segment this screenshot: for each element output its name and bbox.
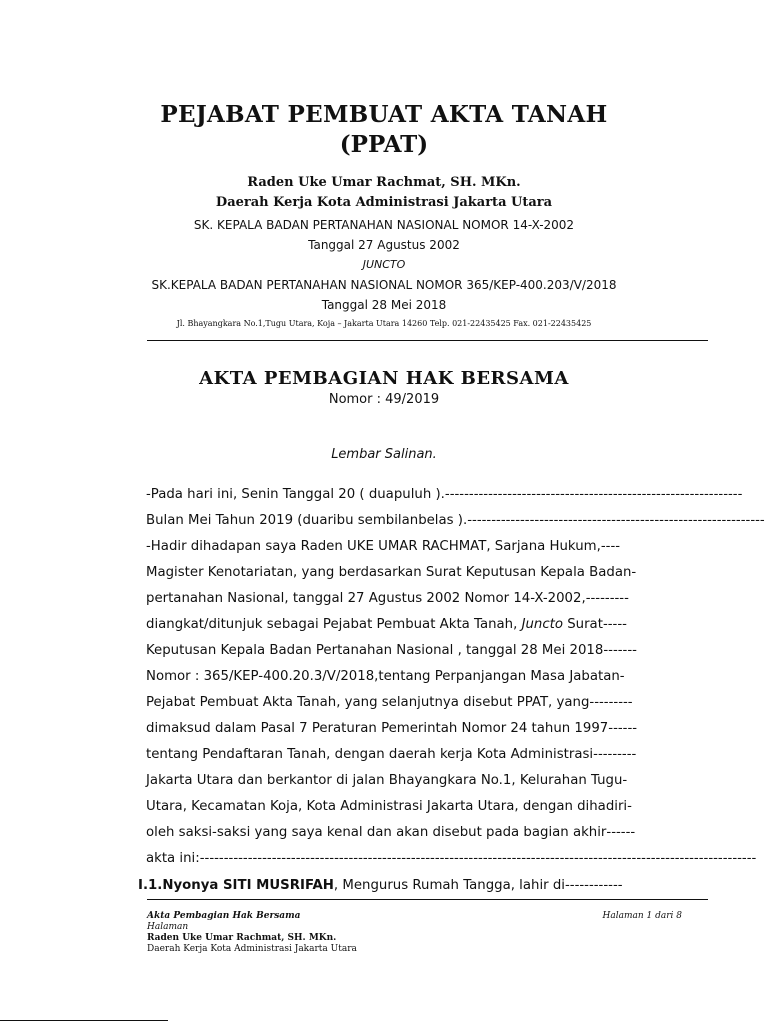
body-line — [146, 589, 716, 615]
body-line — [146, 641, 716, 667]
body-line-text: tentang Pendaftaran Tanah, dengan daerah kerja Kota Administrasi — [146, 747, 594, 762]
body-line-dash-fill: ------- — [603, 643, 637, 658]
body-line — [146, 693, 716, 719]
body-line-dash-fill: ------ — [608, 721, 638, 736]
party-name: Nyonya SITI MUSRIFAH — [162, 878, 334, 893]
footer-row — [147, 911, 708, 922]
body-line-dash-fill — [636, 563, 716, 589]
body-line — [146, 537, 716, 563]
body-line — [146, 797, 716, 823]
corner-rule — [0, 1020, 168, 1021]
body-line-dash-fill — [632, 797, 716, 823]
body-line — [146, 563, 716, 589]
body-line-dash-fill: --------- — [585, 591, 629, 606]
body-line-dash-fill: ---- — [600, 539, 621, 554]
body-line-text: Utara, Kecamatan Koja, Kota Administrasi Jakarta Utara, dengan dihadiri- — [146, 799, 632, 814]
body-line — [146, 511, 765, 537]
office-address: Jl. Bhayangkara No.1,Tugu Utara, Koja – Jakarta Utara 14260 Telp. 021-22435425 Fax. 021-22435425 — [176, 319, 592, 328]
decree-1-date: Tanggal 27 Agustus 2002 — [308, 238, 460, 252]
body-line — [146, 719, 716, 745]
body-line — [146, 823, 716, 849]
footer-halaman: Halaman — [147, 922, 189, 932]
body-line-text: Jakarta Utara dan berkantor di jalan Bhayangkara No.1, Kelurahan Tugu- — [146, 773, 628, 788]
body-line-text: -Hadir dihadapan saya Raden UKE UMAR RACHMAT, Sarjana Hukum, — [146, 539, 601, 554]
juncto-label: JUNCTO — [362, 258, 406, 271]
letterhead-title: PEJABAT PEMBUAT AKTA TANAH — [160, 101, 608, 128]
body-line-text: Magister Kenotariatan, yang berdasarkan Surat Keputusan Kepala Badan- — [146, 565, 637, 580]
footer-page-number: Halaman 1 dari 8 — [602, 911, 682, 921]
decree-2: SK.KEPALA BADAN PERTANAHAN NASIONAL NOMOR 365/KEP-400.203/V/2018 — [151, 278, 617, 292]
letterhead — [0, 100, 768, 331]
party-description: , Mengurus Rumah Tangga, lahir di — [333, 878, 565, 893]
body-line-dash-fill: -------------------------------------------------------------------------------------------------------------------- — [199, 851, 757, 866]
decree-2-date: Tanggal 28 Mei 2018 — [321, 298, 447, 312]
body-line — [146, 615, 716, 641]
footer-official-name: Raden Uke Umar Rachmat, SH. MKn. — [147, 933, 337, 943]
body-line — [146, 849, 757, 875]
footer-work-area: Daerah Kerja Kota Administrasi Jakarta Utara — [147, 944, 357, 954]
body-line — [146, 745, 716, 771]
body-line-dash-fill: --------- — [593, 747, 637, 762]
body-line-dash-fill: -------------------------------------------------------------- — [444, 487, 743, 502]
body-line-text: Nomor : 365/KEP-400.20.3/V/2018,tentang Perpanjangan Masa Jabatan- — [146, 669, 625, 684]
body-line-dash-fill: ------ — [606, 825, 636, 840]
body-line-text: dimaksud dalam Pasal 7 Peraturan Pemerintah Nomor 24 tahun 1997 — [146, 721, 609, 736]
body-line-dash-fill: ----- — [602, 617, 627, 632]
party-entry — [138, 876, 716, 898]
body-line — [146, 771, 716, 797]
official-name: Raden Uke Umar Rachmat, SH. MKn. — [247, 175, 521, 190]
body-line-text: Keputusan Kepala Badan Pertanahan Nasional , tanggal 28 Mei 2018 — [146, 643, 604, 658]
juncto-emphasis: Juncto — [521, 617, 563, 632]
body-line-text: oleh saksi-saksi yang saya kenal dan akan disebut pada bagian akhir — [146, 825, 607, 840]
work-area: Daerah Kerja Kota Administrasi Jakarta Utara — [215, 195, 553, 210]
party-number: I.1. — [138, 878, 163, 893]
page-footer — [147, 911, 708, 955]
copy-label: Lembar Salinan. — [331, 447, 437, 462]
decree-1: SK. KEPALA BADAN PERTANAHAN NASIONAL NOMOR 14-X-2002 — [193, 218, 575, 232]
header-divider — [147, 340, 708, 341]
footer-doc-title: Akta Pembagian Hak Bersama — [147, 911, 301, 921]
body-line-dash-fill: --------- — [589, 695, 633, 710]
deed-title: AKTA PEMBAGIAN HAK BERSAMA — [199, 368, 569, 389]
letterhead-subtitle: (PPAT) — [339, 131, 429, 158]
body-line-text: akta ini: — [146, 851, 200, 866]
deed-number: Nomor : 49/2019 — [328, 392, 440, 407]
body-line-text: diangkat/ditunjuk sebagai Pejabat Pembuat Akta Tanah, Juncto Surat — [146, 617, 603, 632]
body-line-dash-fill: -------------------------------------------------------------- — [467, 513, 765, 528]
body-line-text: Bulan Mei Tahun 2019 (duaribu sembilanbelas ). — [146, 513, 468, 528]
body-line-text: -Pada hari ini, Senin Tanggal 20 ( duapuluh ). — [146, 487, 445, 502]
footer-divider — [147, 899, 708, 900]
body-line-text: Pejabat Pembuat Akta Tanah, yang selanjutnya disebut PPAT, yang — [146, 695, 590, 710]
deed-body — [146, 485, 765, 875]
body-line-dash-fill — [625, 667, 716, 693]
body-line-dash-fill — [627, 771, 716, 797]
body-line-text: pertanahan Nasional, tanggal 27 Agustus 2002 Nomor 14-X-2002, — [146, 591, 586, 606]
body-line — [146, 667, 716, 693]
party-dash-fill: ------------ — [564, 878, 623, 893]
body-line — [146, 485, 743, 511]
